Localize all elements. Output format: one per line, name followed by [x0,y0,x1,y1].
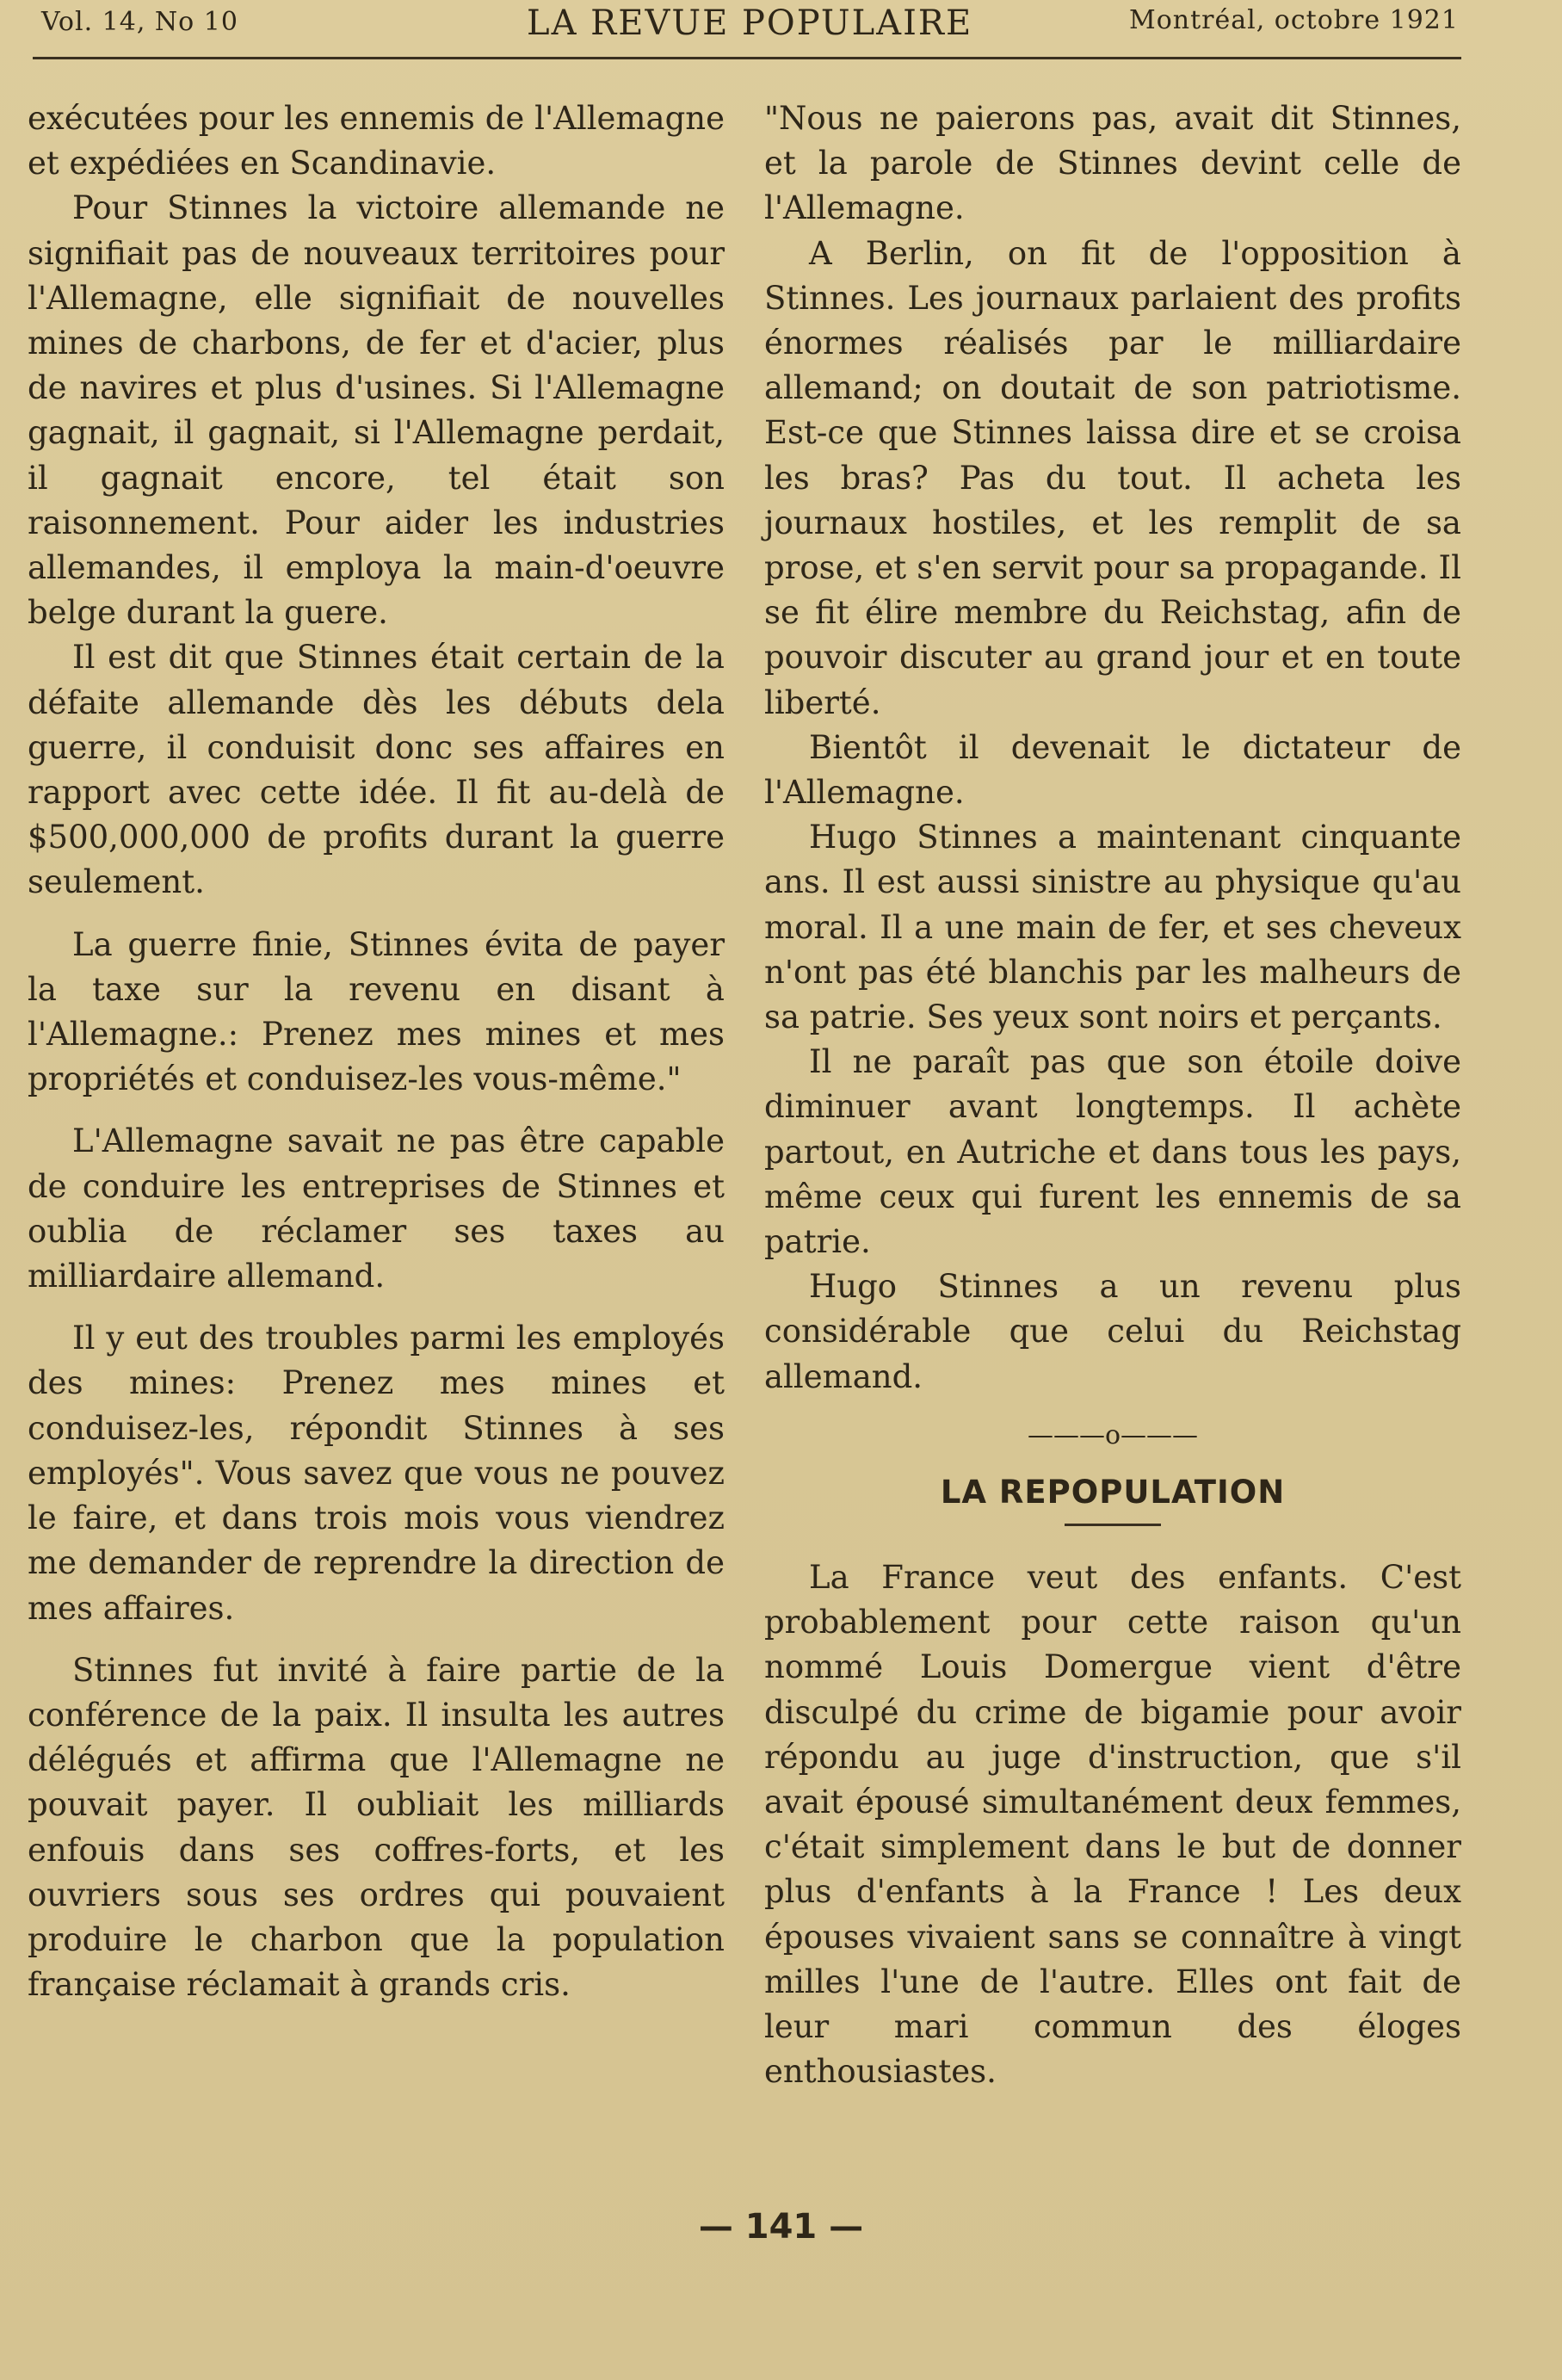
section-paragraph: La France veut des enfants. C'est probablement pour cette raison qu'un nommé Louis Domergue vient d'être disculpé du crime de bigamie pour avoir répondu au juge d'instruction, que s'il avait épousé simultanément deux femmes, c'était simplement dans le but de donner plus d'enfants à la France ! Les deux épouses vivaient sans se connaître à vingt milles l'une de l'autre. Elles ont fait de leur mari commun des éloges enthousiastes. [764,1558,1461,2091]
paragraph: Il ne paraît pas que son étoile doive diminuer avant longtemps. Il achète partout, en Autriche et dans tous les pays, même ceux qui furent les ennemis de sa patrie. [764,1043,1461,1261]
paragraph: Pour Stinnes la victoire allemande ne signifiait pas de nouveaux territoires pour l'Allemagne, elle signifiait de nouvelles mines de charbons, de fer et d'acier, plus de navires et plus d'usines. Si l'Allemagne gagnait, il gagnait, si l'Allemagne perdait, il gagnait encore, tel était son raisonnement. Pour aider les industries allemandes, il employa la main-d'oeuvre belge durant la guere. [28,189,725,632]
page-header [0,0,1463,45]
paragraph: Stinnes fut invité à faire partie de la conférence de la paix. Il insulta les autres délégués et affirma que l'Allemagne ne pouvait payer. Il oubliait les milliards enfouis dans ses coffres-forts, et les ouvriers sous ses ordres qui pouvaient produire le charbon que la population française réclamait à grands cris. [28,1651,725,2004]
paragraph: A Berlin, on fit de l'opposition à Stinnes. Les journaux parlaient des profits énormes réalisés par le milliardaire allemand; on doutait de son patriotisme. Est-ce que Stinnes laissa dire et se croisa les bras? Pas du tout. Il acheta les journaux hostiles, et les remplit de sa prose, et s'en servit pour sa propagande. Il se fit élire membre du Reichstag, afin de pouvoir discuter au grand jour et en toute liberté. [764,234,1461,721]
section-title: LA REPOPULATION [940,1473,1286,1511]
paragraph: "Nous ne paierons pas, avait dit Stinnes, et la parole de Stinnes devint celle de l'Allemagne. [764,100,1461,227]
paragraph: Hugo Stinnes a un revenu plus considérable que celui du Reichstag allemand. [764,1268,1461,1395]
publication-date: Montréal, octobre 1921 [1129,5,1459,35]
paragraph: Il est dit que Stinnes était certain de la défaite allemande dès les débuts dela guerre, il conduisit donc ses affaires en rapport avec cette idée. Il fit au-delà de $500,000,000 de profits durant la guerre seulement. [28,639,725,901]
right-column [764,96,1461,2094]
paragraph: L'Allemagne savait ne pas être capable de conduire les entreprises de Stinnes et oublia de réclamer ses taxes au milliardaire allemand. [28,1122,725,1295]
volume-number: Vol. 14, No 10 [41,7,238,37]
publication-title: LA REVUE POPULAIRE [527,3,973,43]
section-title-rule [1065,1524,1161,1526]
paragraph: Il y eut des troubles parmi les employés des mines: Prenez mes mines et conduisez-les, répondit Stinnes à ses employés". Vous savez que vous ne pouvez le faire, et dans trois mois vous viendrez me demander de reprendre la direction de mes affaires. [28,1320,725,1627]
paragraph: Hugo Stinnes a maintenant cinquante ans. Il est aussi sinistre au physique qu'au moral. Il a une main de fer, et ses cheveux n'ont pas été blanchis par les malheurs de sa patrie. Ses yeux sont noirs et perçants. [764,819,1461,1036]
section-separator: ———o——— [1027,1419,1199,1450]
page-number: — 141 — [698,2207,864,2247]
paragraph: exécutées pour les ennemis de l'Allemagne et expédiées en Scandinavie. [28,100,725,182]
paragraph: Bientôt il devenait le dictateur de l'Allemagne. [764,728,1461,812]
left-column [28,96,725,2007]
paragraph: La guerre finie, Stinnes évita de payer la taxe sur la revenu en disant à l'Allemagne.: Prenez mes mines et mes propriétés et conduisez-les vous-même." [28,925,725,1098]
header-rule [33,57,1461,59]
